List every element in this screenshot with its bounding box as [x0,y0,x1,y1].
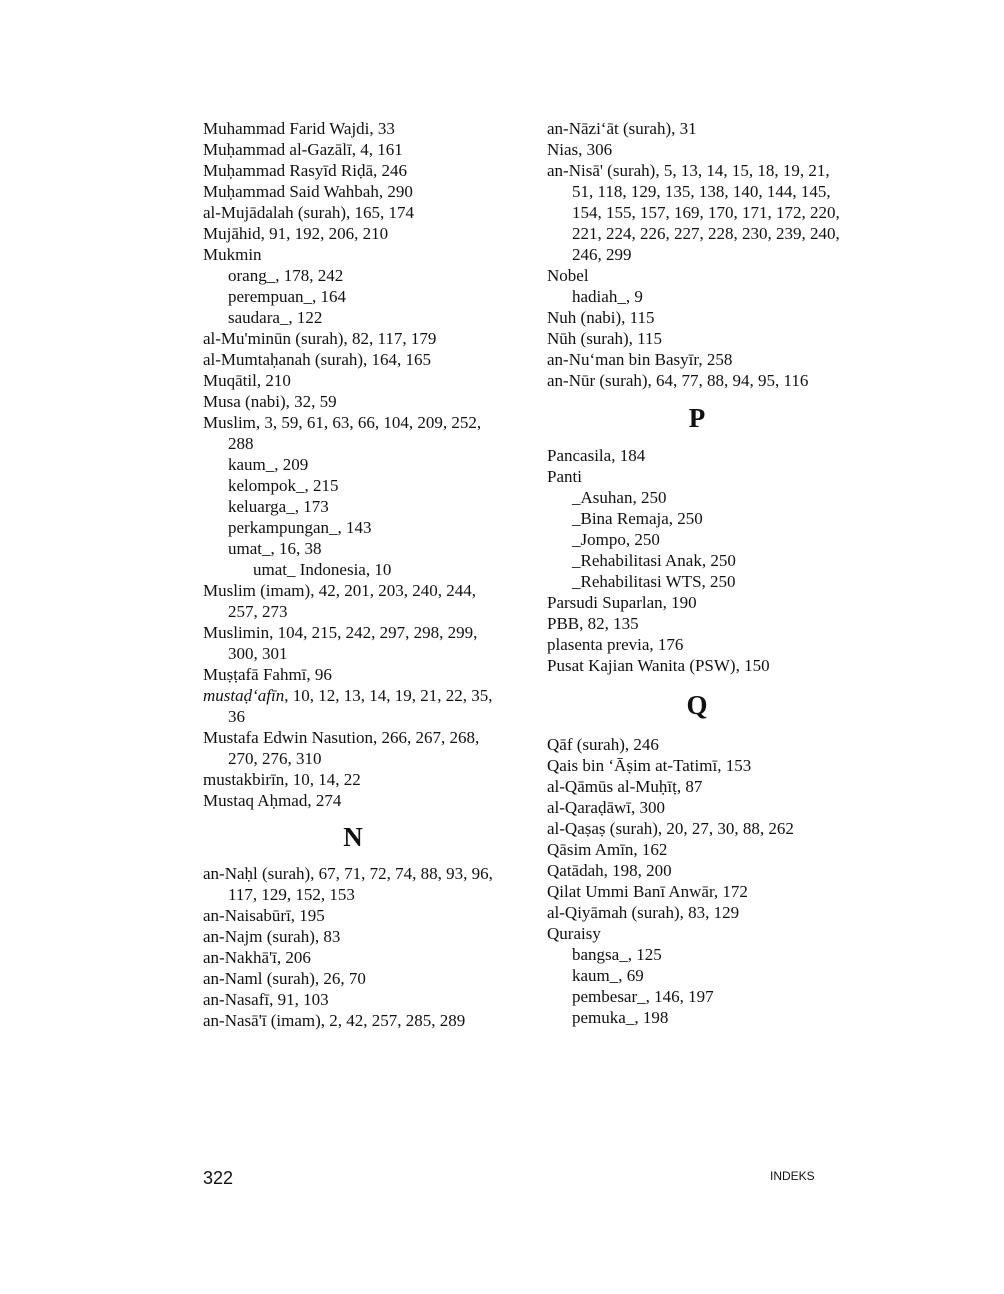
index-entry: Mukmin [203,245,262,264]
index-subentry: bangsa_, 125 [572,945,662,964]
index-entry: an-Nisā' (surah), 5, 13, 14, 15, 18, 19, 21, 51, 118, 129, 135, 138, 140, 144, 145, 154, 155, 157, 169, 170, 171, 172, 220, 221, 224, 226, 227, 228, 230, 239, 240, 246, 299 [547,161,840,264]
index-subentry: _Bina Remaja, 250 [572,509,703,528]
index-entry-mustadafin [203,685,503,727]
index-entry: Quraisy [547,924,601,943]
index-entry: Muslim (imam), 42, 201, 203, 240, 244, 257, 273 [203,581,476,621]
index-column-right [547,118,847,1028]
index-entry: Mujāhid, 91, 192, 206, 210 [203,224,389,243]
index-subentry: pemuka_, 198 [572,1008,669,1027]
section-letter-q: Q [686,690,708,720]
index-entry: an-Nu‘man bin Basyīr, 258 [547,350,733,369]
index-entry: an-Naml (surah), 26, 70 [203,969,366,988]
index-subentry: pembesar_, 146, 197 [572,987,714,1006]
index-block [547,445,847,676]
index-entry: an-Nāzi‘āt (surah), 31 [547,119,697,138]
index-entry: Qatādah, 198, 200 [547,861,672,880]
index-entry: Parsudi Suparlan, 190 [547,593,697,612]
index-entry: Mustafa Edwin Nasution, 266, 267, 268, 270, 276, 310 [203,728,480,768]
section-letter-p: P [688,403,706,433]
index-subentry: kaum_, 209 [228,455,309,474]
section-letter-n: N [343,822,363,852]
index-entry: Mustaq Aḥmad, 274 [203,791,342,810]
index-column-left [203,118,503,1031]
index-subentry: umat_, 16, 38 [228,539,322,558]
index-entry: Muḥammad Said Wahbah, 290 [203,182,413,201]
index-entry: Nias, 306 [547,140,613,159]
index-block [203,863,503,1031]
page-number: 322 [203,1168,234,1188]
index-entry: Muṣṭafā Fahmī, 96 [203,665,332,684]
index-entry: al-Qaṣaṣ (surah), 20, 27, 30, 88, 262 [547,819,794,838]
index-entry: Muslimin, 104, 215, 242, 297, 298, 299, 300, 301 [203,623,478,663]
index-entry: Muqātil, 210 [203,371,291,390]
index-entry: al-Qaraḍāwī, 300 [547,798,666,817]
index-entry: Nuh (nabi), 115 [547,308,655,327]
index-subentry: keluarga_, 173 [228,497,329,516]
index-entry: Muslim, 3, 59, 61, 63, 66, 104, 209, 252, 288 [203,413,482,453]
index-block [203,118,503,685]
index-entry: an-Naḥl (surah), 67, 71, 72, 74, 88, 93, 96, 117, 129, 152, 153 [203,864,493,904]
index-entry: al-Qāmūs al-Muḥīṭ, 87 [547,777,703,796]
index-subentry: perkampungan_, 143 [228,518,372,537]
index-entry: Muhammad Farid Wajdi, 33 [203,119,395,138]
index-entry: an-Nūr (surah), 64, 77, 88, 94, 95, 116 [547,371,809,390]
index-block [203,727,503,811]
index-subentry: _Jompo, 250 [572,530,660,549]
index-subentry: kaum_, 69 [572,966,644,985]
index-entry: al-Mumtaḥanah (surah), 164, 165 [203,350,432,369]
index-term-italic: mustaḍ‘afīn [203,686,285,705]
index-entry: Musa (nabi), 32, 59 [203,392,337,411]
index-subentry: perempuan_, 164 [228,287,347,306]
index-subentry: hadiah_, 9 [572,287,643,306]
index-entry: plasenta previa, 176 [547,635,684,654]
running-head: INDEKS [770,1169,815,1183]
index-entry: an-Najm (surah), 83 [203,927,341,946]
index-entry: an-Nakhā'ī, 206 [203,948,311,967]
index-entry: Qāf (surah), 246 [547,735,659,754]
index-subentry: _Rehabilitasi WTS, 250 [572,572,736,591]
index-subentry: _Asuhan, 250 [572,488,667,507]
index-entry: Nobel [547,266,589,285]
index-block [547,118,847,391]
index-subentry: umat_ Indonesia, 10 [253,560,392,579]
index-entry: Qais bin ‘Āṣim at-Tatimī, 153 [547,756,752,775]
index-entry: Pancasila, 184 [547,446,646,465]
index-entry: Pusat Kajian Wanita (PSW), 150 [547,656,770,675]
index-entry-pages: , 10, 12, 13, 14, 19, 21, 22, 35, 36 [228,686,493,726]
index-entry: PBB, 82, 135 [547,614,639,633]
index-entry: Muḥammad Rasyīd Riḍā, 246 [203,161,407,180]
index-subentry: orang_, 178, 242 [228,266,344,285]
index-entry: al-Mujādalah (surah), 165, 174 [203,203,415,222]
index-entry: an-Naisabūrī, 195 [203,906,325,925]
index-entry: Qāsim Amīn, 162 [547,840,668,859]
index-entry: Nūh (surah), 115 [547,329,663,348]
index-subentry: _Rehabilitasi Anak, 250 [572,551,736,570]
index-block [547,734,847,1028]
index-entry: Muḥammad al-Gazālī, 4, 161 [203,140,403,159]
index-entry: Panti [547,467,582,486]
index-entry: al-Mu'minūn (surah), 82, 117, 179 [203,329,437,348]
index-entry: al-Qiyāmah (surah), 83, 129 [547,903,740,922]
index-entry: an-Nasafī, 91, 103 [203,990,329,1009]
index-entry: an-Nasā'ī (imam), 2, 42, 257, 285, 289 [203,1011,466,1030]
index-subentry: kelompok_, 215 [228,476,339,495]
index-entry: Qilat Ummi Banī Anwār, 172 [547,882,748,901]
index-subentry: saudara_, 122 [228,308,323,327]
index-entry: mustakbirīn, 10, 14, 22 [203,770,361,789]
